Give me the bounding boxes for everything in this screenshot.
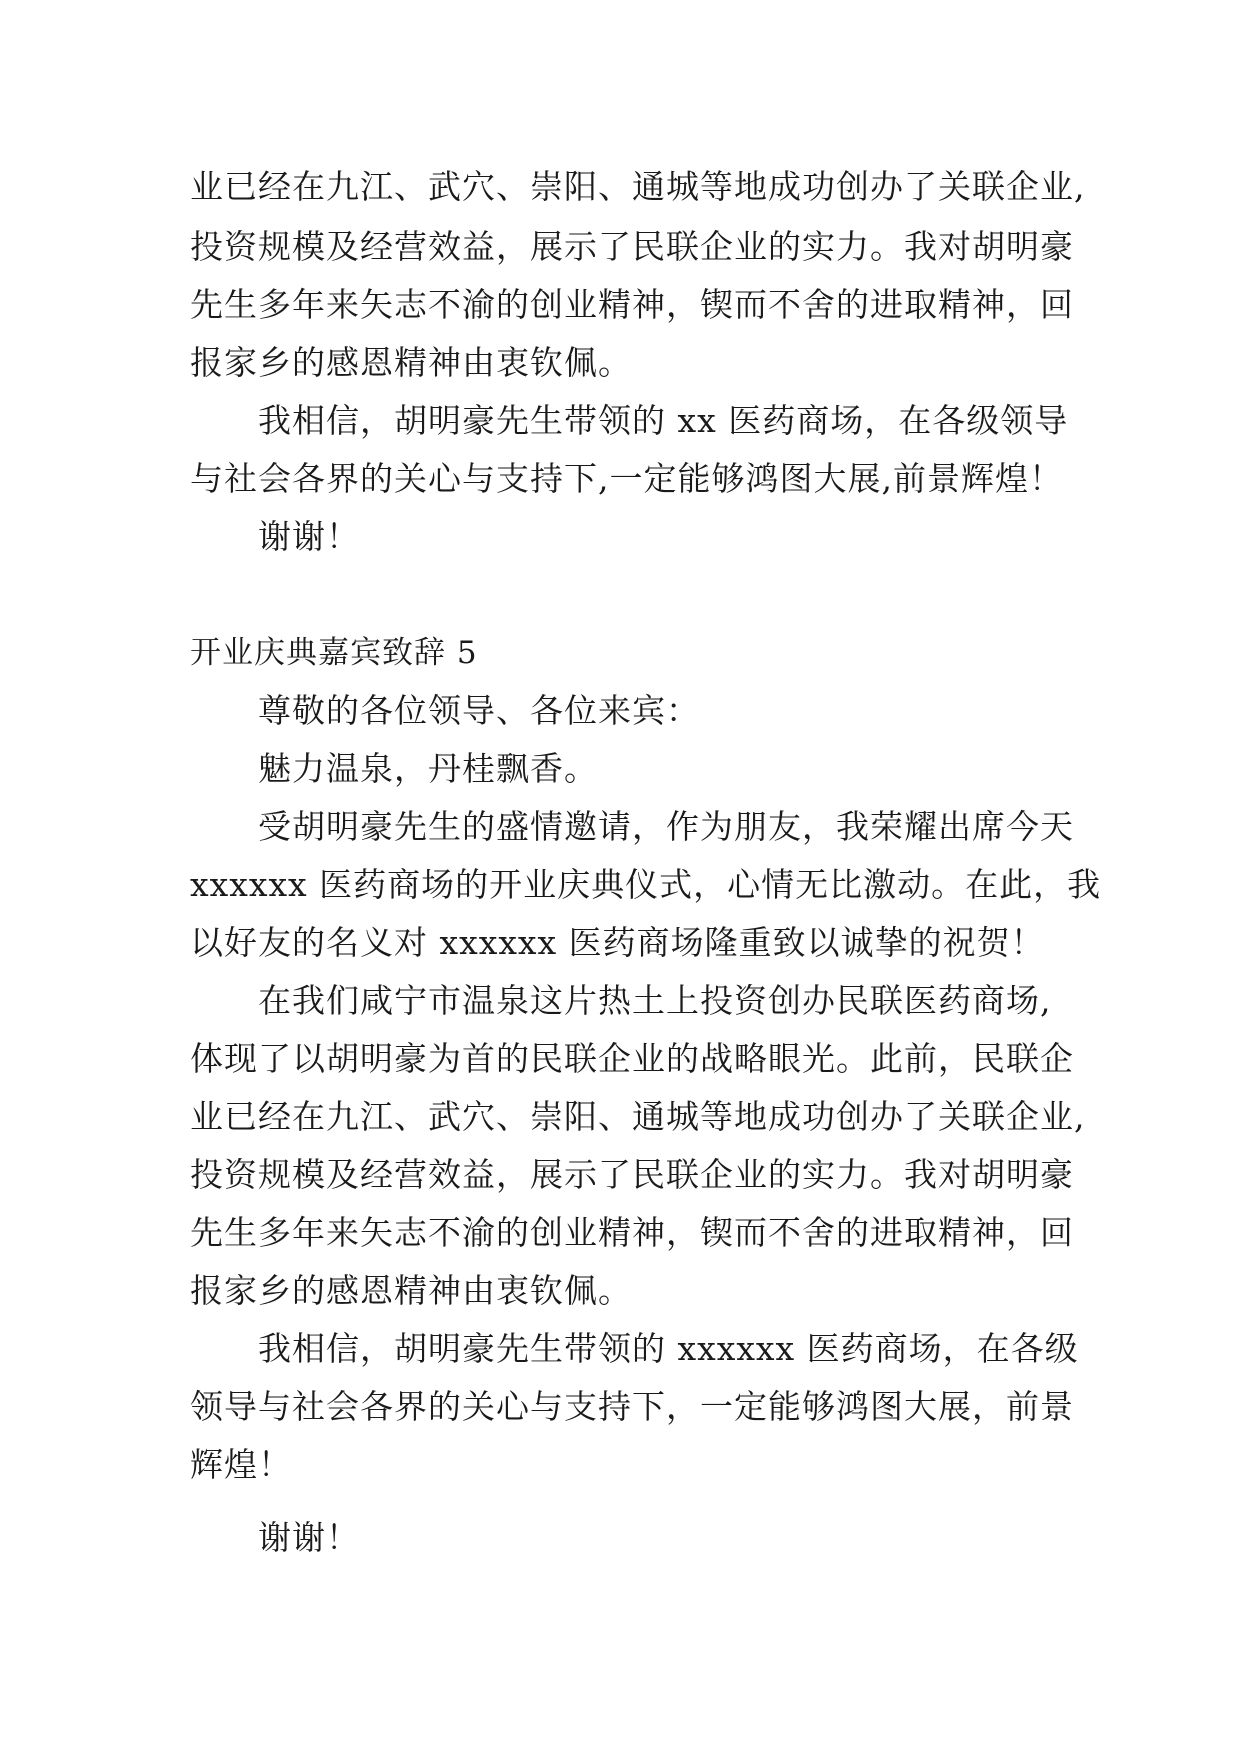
salutation: 尊敬的各位领导、各位来宾：	[258, 691, 700, 730]
paragraph-line: 魅力温泉，丹桂飘香。	[258, 749, 598, 788]
paragraph-line: 投资规模及经营效益，展示了民联企业的实力。我对胡明豪	[190, 1155, 1074, 1194]
paragraph-line: 我相信，胡明豪先生带领的 xxxxxx 医药商场，在各级	[258, 1329, 1079, 1368]
paragraph-line: 投资规模及经营效益，展示了民联企业的实力。我对胡明豪	[190, 227, 1074, 266]
paragraph-line: xxxxxx 医药商场的开业庆典仪式，心情无比激动。在此，我	[190, 865, 1102, 904]
paragraph-line: 体现了以胡明豪为首的民联企业的战略眼光。此前，民联企	[190, 1039, 1074, 1078]
section-title: 开业庆典嘉宾致辞 5	[190, 635, 478, 671]
paragraph-line: 业已经在九江、武穴、崇阳、通城等地成功创办了关联企业,	[190, 1097, 1086, 1136]
paragraph-line: 我相信，胡明豪先生带领的 xx 医药商场，在各级领导	[258, 401, 1069, 440]
paragraph-line: 业已经在九江、武穴、崇阳、通城等地成功创办了关联企业,	[190, 167, 1086, 206]
paragraph-line: 领导与社会各界的关心与支持下，一定能够鸿图大展，前景	[190, 1387, 1074, 1426]
paragraph-line: 受胡明豪先生的盛情邀请，作为朋友，我荣耀出席今天	[258, 807, 1074, 846]
paragraph-line: 在我们咸宁市温泉这片热土上投资创办民联医药商场,	[258, 981, 1052, 1020]
closing-thanks: 谢谢！	[258, 517, 360, 556]
paragraph-line: 先生多年来矢志不渝的创业精神，锲而不舍的进取精神，回	[190, 285, 1074, 324]
paragraph-line: 以好友的名义对 xxxxxx 医药商场隆重致以诚挚的祝贺！	[190, 923, 1045, 962]
paragraph-line: 报家乡的感恩精神由衷钦佩。	[190, 343, 632, 382]
paragraph-line: 辉煌！	[190, 1445, 292, 1484]
paragraph-line: 与社会各界的关心与支持下,一定能够鸿图大展,前景辉煌！	[190, 459, 1063, 498]
paragraph-line: 先生多年来矢志不渝的创业精神，锲而不舍的进取精神，回	[190, 1213, 1074, 1252]
closing-thanks: 谢谢！	[258, 1518, 360, 1557]
paragraph-line: 报家乡的感恩精神由衷钦佩。	[190, 1271, 632, 1310]
